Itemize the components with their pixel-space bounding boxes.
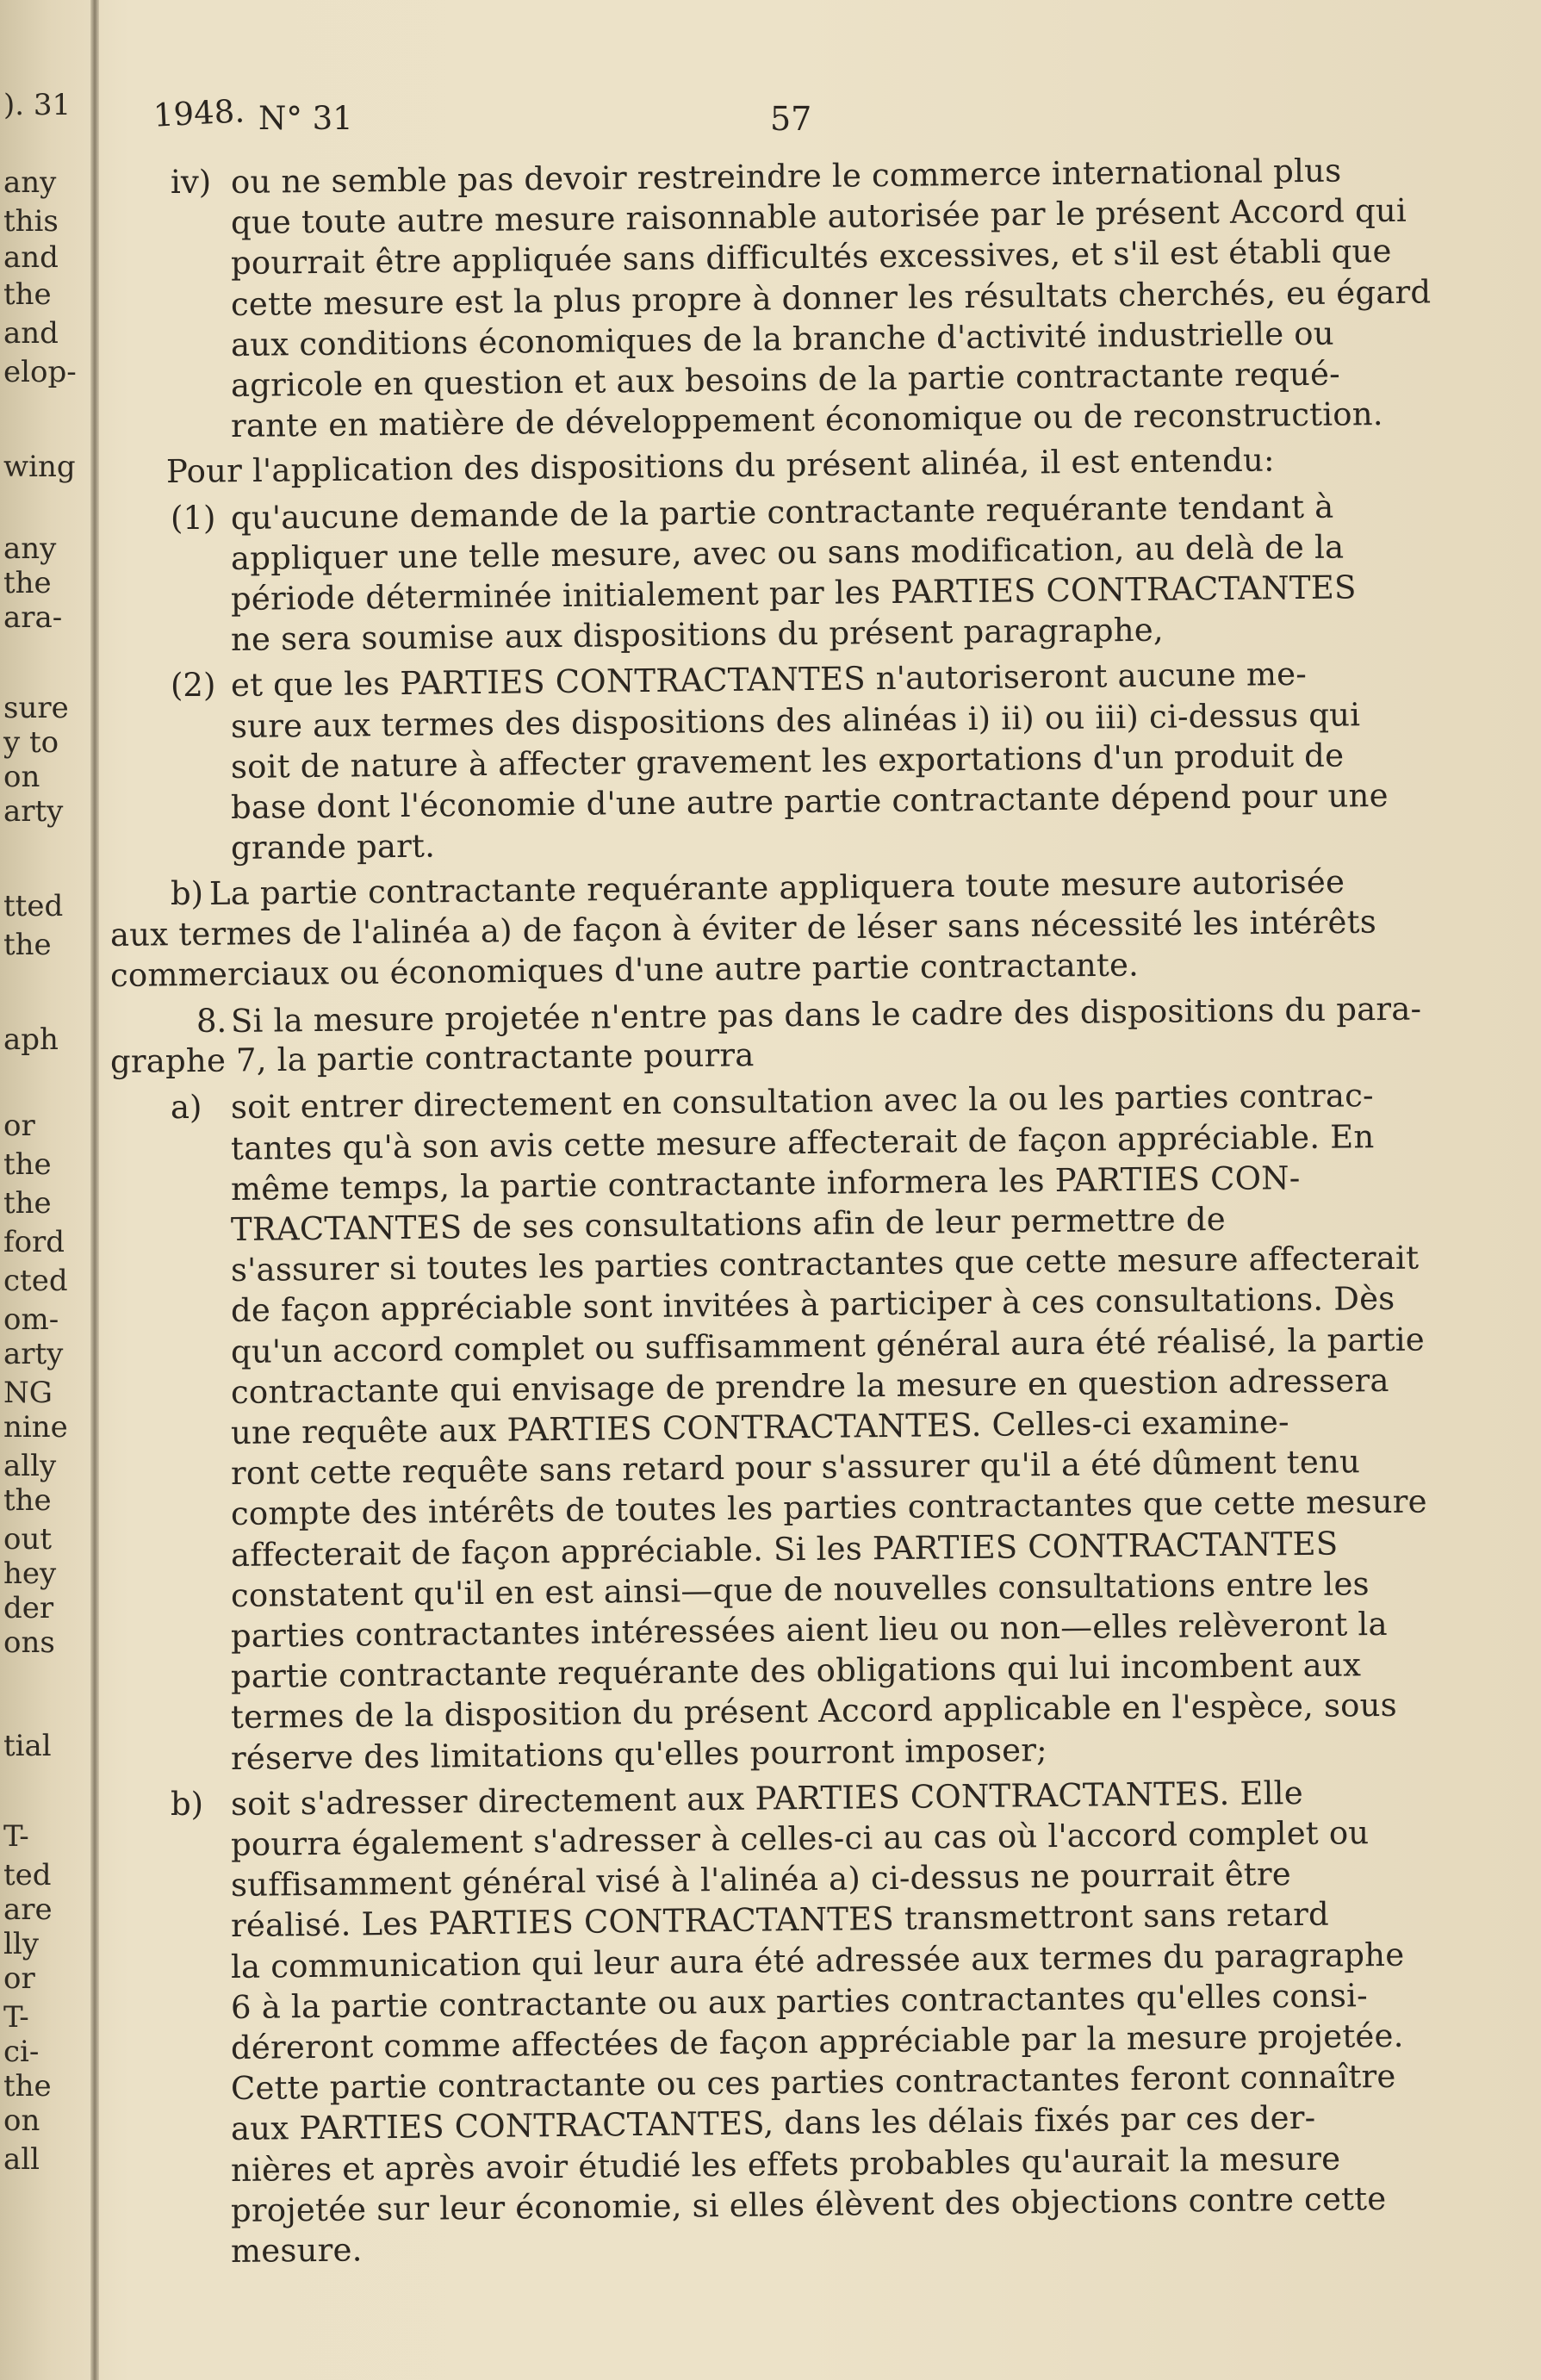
margin-fragment: ford xyxy=(3,1225,65,1259)
text-line: 6 à la partie contractante ou aux parties contractantes qu'elles consi- xyxy=(230,1976,1369,2026)
margin-fragment: on xyxy=(3,760,40,794)
margin-fragment: or xyxy=(3,1109,35,1143)
margin-fragment: out xyxy=(3,1522,53,1557)
text-line: mesure. xyxy=(230,2231,363,2270)
header-year: 1948. xyxy=(152,92,245,134)
margin-fragment: the xyxy=(3,928,52,962)
margin-fragment: T- xyxy=(3,2000,29,2035)
margin-fragment: ted xyxy=(3,1858,52,1892)
margin-fragment: tted xyxy=(3,889,64,923)
margin-fragment: the xyxy=(3,1483,52,1518)
margin-fragment: tial xyxy=(3,1729,52,1763)
text-line: partie contractante requérante des obligations qui lui incombent aux xyxy=(230,1646,1362,1696)
margin-fragment: and xyxy=(3,240,59,275)
text-line: soit entrer directement en consultation avec la ou les parties contrac- xyxy=(230,1077,1374,1127)
text-line: graphe 7, la partie contractante pourra xyxy=(109,1036,755,1081)
margin-fragment: hey xyxy=(3,1557,57,1591)
margin-fragment: om- xyxy=(3,1302,59,1337)
text-line: tantes qu'à son avis cette mesure affecterait de façon appréciable. En xyxy=(230,1117,1375,1167)
text-line: Si la mesure projetée n'entre pas dans le cadre des dispositions du para- xyxy=(230,990,1422,1040)
margin-fragment: are xyxy=(3,1892,53,1927)
text-line: réserve des limitations qu'elles pourront imposer; xyxy=(230,1731,1047,1777)
text-line: constatent qu'il en est ainsi—que de nouvelles consultations entre les xyxy=(230,1564,1370,1614)
margin-fragment: ara- xyxy=(3,600,63,635)
page-number: 57 xyxy=(770,100,812,138)
text-line: aux conditions économiques de la branche d'activité industrielle ou xyxy=(230,314,1335,364)
margin-fragment: any xyxy=(3,165,57,200)
text-line: La partie contractante requérante appliquera toute mesure autorisée xyxy=(208,863,1345,913)
text-line: termes de la disposition du présent Accord applicable en l'espèce, sous xyxy=(230,1687,1398,1737)
text-line: aux termes de l'alinéa a) de façon à éviter de léser sans nécessité les intérêts xyxy=(109,903,1377,954)
text-line: pourrait être appliquée sans difficultés excessives, et s'il est établi que xyxy=(230,233,1392,283)
margin-fragment: wing xyxy=(3,450,76,484)
text-line: ou ne semble pas devoir restreindre le commerce international plus xyxy=(230,152,1342,201)
text-line: nières et après avoir étudié les effets probables qu'aurait la mesure xyxy=(230,2140,1341,2189)
header-number: N° 31 xyxy=(258,100,353,137)
margin-fragment: aph xyxy=(3,1022,59,1057)
text-line: pourra également s'adresser à celles-ci au cas où l'accord complet ou xyxy=(230,1814,1370,1863)
paragraph-marker: b) xyxy=(171,1785,204,1823)
page-header xyxy=(153,86,1445,146)
margin-fragment: NG xyxy=(3,1376,53,1410)
left-margin-fragments xyxy=(0,0,86,2380)
margin-fragment: the xyxy=(3,1186,52,1221)
margin-fragment: arty xyxy=(3,794,64,829)
margin-fragment: ci- xyxy=(3,2035,40,2069)
text-line: la communication qui leur aura été adressée aux termes du paragraphe xyxy=(230,1936,1405,1985)
text-line: période déterminée initialement par les PARTIES CONTRACTANTES xyxy=(230,569,1357,618)
text-line: rante en matière de développement économique ou de reconstruction. xyxy=(230,395,1383,445)
body-text xyxy=(109,152,1437,2291)
text-line: aux PARTIES CONTRACTANTES, dans les délais fixés par ces der- xyxy=(230,2099,1316,2148)
margin-fragment: sure xyxy=(3,691,69,725)
text-line: soit de nature à affecter gravement les exportations d'un produit de xyxy=(230,736,1345,786)
paragraph-marker: 8. xyxy=(196,1003,227,1040)
text-line: appliquer une telle mesure, avec ou sans modification, au delà de la xyxy=(230,528,1345,577)
text-line: que toute autre mesure raisonnable autorisée par le présent Accord qui xyxy=(230,191,1407,242)
margin-fragment: y to xyxy=(3,725,59,760)
paragraph-marker: iv) xyxy=(171,164,212,201)
margin-fragment: all xyxy=(3,2142,40,2177)
text-line: Cette partie contractante ou ces parties contractantes feront connaître xyxy=(230,2058,1396,2108)
text-line: une requête aux PARTIES CONTRACTANTES. Celles-ci examine- xyxy=(230,1403,1289,1451)
text-line: cette mesure est la plus propre à donner les résultats cherchés, eu égard xyxy=(230,273,1432,323)
margin-fragment: the xyxy=(3,2069,52,2103)
text-line: ront cette requête sans retard pour s'assurer qu'il a été dûment tenu xyxy=(230,1443,1361,1493)
text-line: soit s'adresser directement aux PARTIES CONTRACTANTES. Elle xyxy=(230,1774,1304,1823)
paragraph-marker: b) xyxy=(171,875,204,913)
text-line: qu'un accord complet ou suffisamment général aura été réalisé, la partie xyxy=(230,1320,1426,1370)
text-line: qu'aucune demande de la partie contractante requérante tendant à xyxy=(230,488,1334,537)
margin-fragment: and xyxy=(3,316,59,351)
book-gutter xyxy=(90,0,99,2380)
margin-fragment: cted xyxy=(3,1264,68,1298)
text-line: de façon appréciable sont invitées à participer à ces consultations. Dès xyxy=(230,1280,1395,1330)
text-line: projetée sur leur économie, si elles élèvent des objections contre cette xyxy=(230,2179,1387,2229)
text-line: s'assurer si toutes les parties contractantes que cette mesure affecterait xyxy=(230,1239,1420,1289)
margin-fragment: der xyxy=(3,1591,54,1625)
margin-fragment: this xyxy=(3,204,59,239)
margin-fragment: the xyxy=(3,566,52,600)
text-line: compte des intérêts de toutes les parties contractantes que cette mesure xyxy=(230,1482,1427,1533)
text-line: suffisamment général visé à l'alinéa a) ci-dessus ne pourrait être xyxy=(230,1855,1292,1905)
margin-fragment: arty xyxy=(3,1337,64,1371)
text-line: affecterait de façon appréciable. Si les PARTIES CONTRACTANTES xyxy=(230,1525,1339,1574)
text-line: même temps, la partie contractante informera les PARTIES CON- xyxy=(230,1159,1301,1208)
margin-fragment: the xyxy=(3,1147,52,1182)
text-line: sure aux termes des dispositions des alinéas i) ii) ou iii) ci-dessus qui xyxy=(230,695,1361,745)
margin-fragment: ally xyxy=(3,1449,57,1483)
text-line: base dont l'économie d'une autre partie contractante dépend pour une xyxy=(230,776,1389,826)
text-line: Pour l'application des dispositions du présent alinéa, il est entendu: xyxy=(165,441,1275,491)
text-line: réalisé. Les PARTIES CONTRACTANTES transmettront sans retard xyxy=(230,1896,1330,1945)
text-line: contractante qui envisage de prendre la mesure en question adressera xyxy=(230,1361,1389,1411)
margin-fragment: any xyxy=(3,531,57,566)
paragraph-marker: (2) xyxy=(171,667,216,705)
text-line: parties contractantes intéressées aient lieu ou non—elles relèveront la xyxy=(230,1605,1388,1655)
text-line: ne sera soumise aux dispositions du présent paragraphe, xyxy=(230,611,1165,659)
paragraph-marker: a) xyxy=(171,1089,202,1127)
margin-fragment: T- xyxy=(3,1819,29,1854)
margin-fragment: elop- xyxy=(3,355,77,389)
margin-fragment: or xyxy=(3,1961,35,1996)
margin-fragment: nine xyxy=(3,1410,68,1445)
margin-fragment: the xyxy=(3,277,52,312)
margin-fragment: lly xyxy=(3,1927,39,1961)
text-line: TRACTANTES de ses consultations afin de leur permettre de xyxy=(230,1200,1227,1248)
paragraph-marker: (1) xyxy=(171,499,216,537)
text-line: agricole en question et aux besoins de la partie contractante requé- xyxy=(230,355,1340,404)
text-line: grande part. xyxy=(230,827,436,867)
margin-fragment: on xyxy=(3,2103,40,2138)
text-line: commerciaux ou économiques d'une autre partie contractante. xyxy=(109,946,1140,994)
text-line: et que les PARTIES CONTRACTANTES n'autoriseront aucune me- xyxy=(230,656,1308,705)
margin-fragment: ons xyxy=(3,1625,55,1660)
text-line: déreront comme affectées de façon appréciable par la mesure projetée. xyxy=(230,2016,1404,2066)
margin-fragment: ). 31 xyxy=(3,88,71,122)
